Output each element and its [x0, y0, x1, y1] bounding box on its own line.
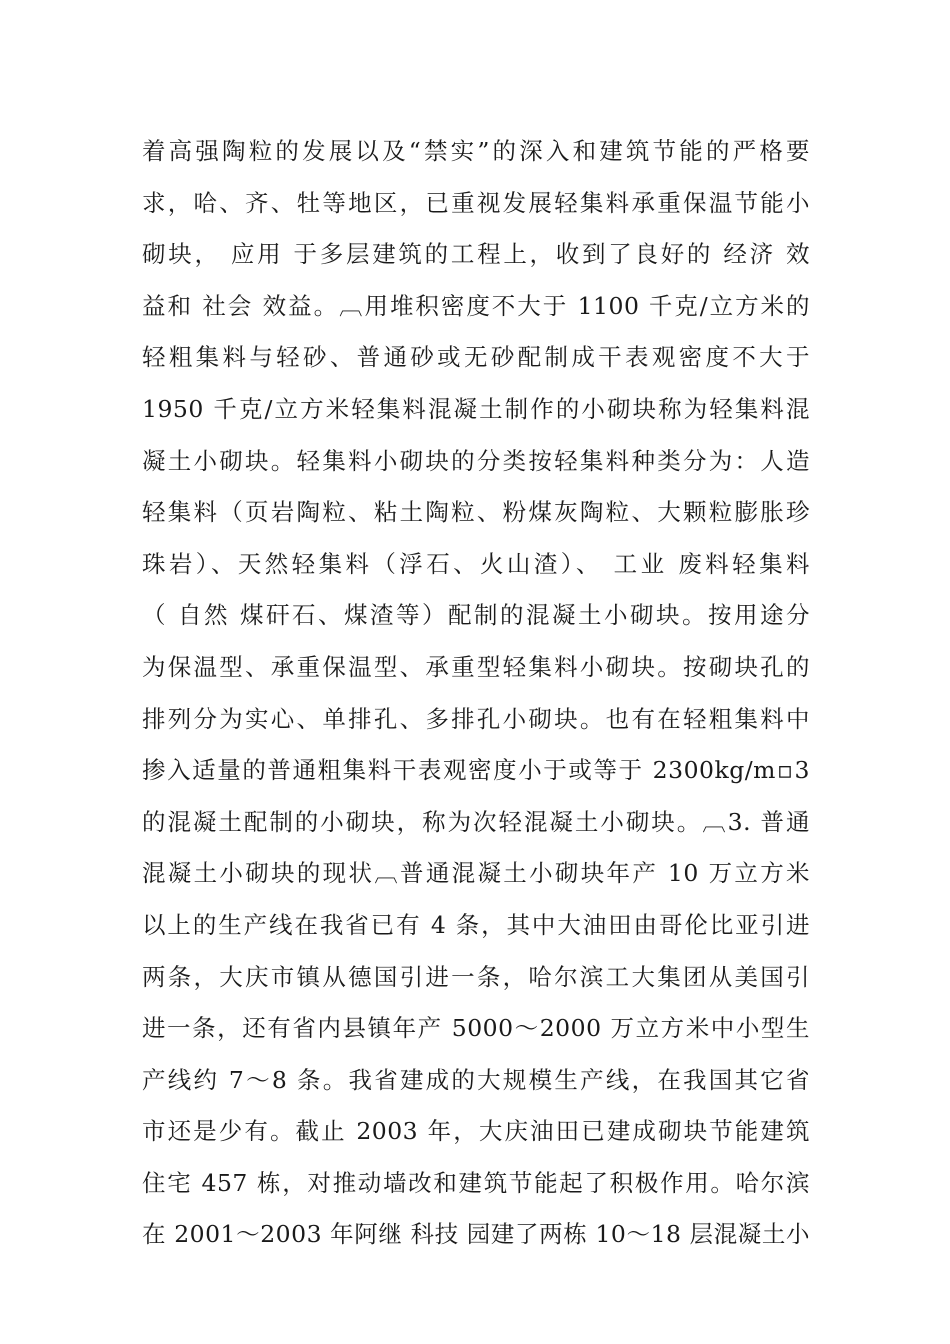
text-line: 混凝土小砌块的现状︹普通混凝土小砌块年产 10 万立方米: [142, 859, 810, 888]
text-line: 掺入适量的普通粗集料干表观密度小于或等于 2300kg/m▫3: [142, 756, 810, 785]
text-line: 着高强陶粒的发展以及“禁实”的深入和建筑节能的严格要: [142, 137, 810, 165]
text-line: 益和 社会 效益。︹用堆积密度不大于 1100 千克/立方米的: [142, 291, 810, 320]
text-line: 市还是少有。截止 2003 年，大庆油田已建成砌块节能建筑: [142, 1117, 810, 1146]
text-line: 产线约 7～8 条。我省建成的大规模生产线，在我国其它省: [142, 1065, 810, 1094]
text-line: 两条，大庆市镇从德国引进一条，哈尔滨工大集团从美国引: [142, 962, 810, 991]
text-line: 的混凝土配制的小砌块，称为次轻混凝土小砌块。︹3. 普通: [142, 807, 810, 836]
text-line: 轻集料（页岩陶粒、粘土陶粒、粉煤灰陶粒、大颗粒膨胀珍: [142, 498, 810, 527]
body-text: [142, 128, 810, 1263]
text-line: 为保温型、承重保温型、承重型轻集料小砌块。按砌块孔的: [142, 652, 810, 681]
text-line: （ 自然 煤矸石、煤渣等）配制的混凝土小砌块。按用途分: [142, 601, 810, 630]
text-line: 凝土小砌块。轻集料小砌块的分类按轻集料种类分为：人造: [142, 446, 810, 475]
text-line: 进一条，还有省内县镇年产 5000～2000 万立方米中小型生: [142, 1014, 810, 1043]
text-line: 排列分为实心、单排孔、多排孔小砌块。也有在轻粗集料中: [142, 704, 810, 733]
text-line: 求，哈、齐、牡等地区，已重视发展轻集料承重保温节能小: [142, 188, 810, 217]
text-line: 轻粗集料与轻砂、普通砂或无砂配制成干表观密度不大于: [142, 343, 810, 372]
text-line: 以上的生产线在我省已有 4 条，其中大油田由哥伦比亚引进: [142, 910, 810, 939]
text-line: 珠岩）、天然轻集料（浮石、火山渣）、 工业 废料轻集料: [142, 549, 810, 578]
text-line: 砌块， 应用 于多层建筑的工程上，收到了良好的 经济 效: [142, 240, 810, 269]
text-line: 住宅 457 栋，对推动墙改和建筑节能起了积极作用。哈尔滨: [142, 1168, 810, 1197]
text-line: 1950 千克/立方米轻集料混凝土制作的小砌块称为轻集料混: [142, 394, 810, 423]
text-line: 在 2001～2003 年阿继 科技 园建了两栋 10～18 层混凝土小: [142, 1220, 810, 1249]
